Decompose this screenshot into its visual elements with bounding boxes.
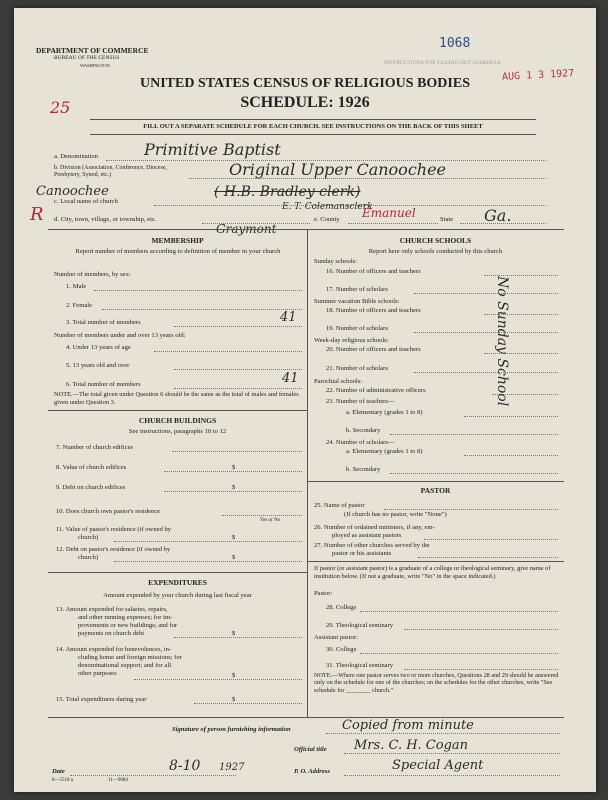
weekday-schools-label: Week-day religious schools: — [314, 337, 389, 344]
q26-ordained-ministers: 26. Number of ordained ministers, if any, em- — [314, 524, 435, 531]
q17-sunday-scholars: 17. Number of scholars — [326, 286, 388, 293]
membership-subtitle: Report number of members according to definition of member in your church — [75, 248, 281, 255]
city-value: Graymont — [216, 222, 277, 236]
form-title: UNITED STATES CENSUS OF RELIGIOUS BODIES — [139, 76, 470, 91]
graduate-note: If pastor (or assistant pastor) is a graduate of a college or theological seminary, give name of institution below. (If not a graduate, write "No" in the space indicated.) — [314, 565, 551, 580]
q6-total-value: 41 — [282, 371, 299, 386]
print-code: 11—9084 — [108, 778, 128, 783]
q3-total-value: 41 — [280, 310, 297, 325]
yes-no-hint: Yes or No — [260, 518, 281, 523]
q24a-elementary: a. Elementary (grades 1 to 8) — [346, 448, 423, 455]
q25-pastor-name: 25. Name of pastor — [314, 502, 365, 509]
q13-line-4: payments on church debt — [78, 630, 145, 637]
buildings-subtitle: See instructions, paragraphs 10 to 12 — [128, 428, 227, 435]
q11-dollar: $ — [232, 534, 236, 541]
schools-title: CHURCH SCHOOLS — [399, 236, 472, 245]
q10-owns-residence: 10. Does church own pastor's residence — [56, 508, 161, 515]
date-value: 8-10 — [169, 758, 201, 774]
q8-edifice-value: 8. Value of church edifices — [56, 464, 127, 471]
q14-dollar: $ — [232, 672, 236, 679]
assistant-pastor-label: Assistant pastor: — [314, 634, 358, 641]
q7-church-edifices: 7. Number of church edifices — [56, 444, 134, 451]
signature-value: Copied from minute — [342, 718, 474, 733]
no-sunday-school-note: No Sunday School — [494, 276, 510, 407]
margin-mark: R — [30, 204, 44, 225]
membership-note: NOTE.—The total given under Question 6 should be the same as the total of males and females given under Question 3. — [54, 391, 299, 406]
schedule-title: SCHEDULE: 1926 — [240, 94, 370, 111]
q24b-secondary: b. Secondary — [346, 466, 381, 473]
expenditures-subtitle: Amount expended by your church during last fiscal year — [103, 592, 252, 599]
q13-running-expenses: 13. Amount expended for salaries, repairs, — [56, 606, 168, 613]
q5-13-and-over: 5. 13 years old and over — [66, 362, 130, 369]
pastor-final-note: NOTE.—Where one pastor serves two or more churches, Questions 28 and 29 should be answered only on the schedule for one of the churches; on the schedules for the other churches, write "See schedule for ________ church." — [314, 672, 559, 694]
division-label: b. Division (Association, Conference, Diocese, Presbytery, Synod, etc.) — [54, 165, 167, 178]
parochial-schools-label: Parochial schools: — [314, 378, 363, 385]
q4-under-13: 4. Under 13 years of age — [66, 344, 131, 351]
pastor-title: PASTOR — [420, 486, 451, 495]
q12-residence-debt: 12. Debt on pastor's residence (if owned by — [56, 546, 171, 553]
q19-vacation-scholars: 19. Number of scholars — [326, 325, 388, 332]
buildings-title: CHURCH BUILDINGS — [138, 416, 217, 425]
q15-dollar: $ — [232, 696, 236, 703]
division-value: Original Upper Canoochee — [229, 160, 447, 179]
q26-line-2: ployed as assistant pastors — [332, 532, 402, 539]
q14-line-4: other purposes — [78, 670, 117, 677]
q9-edifice-debt: 9. Debt on church edifices — [56, 484, 126, 491]
county-value: Emanuel — [362, 206, 416, 220]
q13-line-3: provements or new buildings; and for — [78, 622, 178, 629]
form-number: 1068 — [439, 36, 471, 51]
q2-female: 2. Female — [66, 302, 93, 309]
q21-weekday-scholars: 21. Number of scholars — [326, 365, 388, 372]
sunday-schools-label: Sunday schools: — [314, 258, 358, 265]
official-title-label: Official title — [294, 746, 327, 753]
state-value: Ga. — [484, 206, 512, 225]
q31-assistant-seminary: 31. Theological seminary — [326, 662, 394, 669]
q13-line-2: and other running expenses; for im- — [78, 614, 173, 621]
q15-total-expenditures: 15. Total expenditures during year — [56, 696, 147, 703]
q14-benevolences: 14. Amount expended for benevolences, in- — [56, 646, 172, 653]
bureau-label: BUREAU OF THE CENSUS — [54, 55, 120, 61]
form-code: 8—5518 a — [52, 778, 73, 783]
date-year: 1927 — [219, 762, 245, 773]
q11-residence-value: 11. Value of pastor's residence (if owned by — [56, 526, 172, 533]
po-address-label: P. O. Address — [294, 768, 330, 775]
q30-assistant-college: 30. College — [326, 646, 357, 653]
census-schedule-sheet — [14, 8, 596, 792]
local-name-prefix: Canoochee — [36, 184, 109, 199]
department-label: DEPARTMENT OF COMMERCE — [36, 46, 149, 55]
expenditures-title: EXPENDITURES — [148, 578, 207, 587]
city-label: WASHINGTON — [80, 63, 110, 68]
q6-total-members: 6. Total number of members — [66, 381, 141, 388]
schools-subtitle: Report here only schools conducted by this church — [368, 248, 503, 255]
q3-total-members: 3. Total number of members — [66, 319, 141, 326]
q14-line-3: denominational support; and for all — [78, 662, 172, 669]
q8-dollar: $ — [232, 464, 236, 471]
clerk-name-value: E. T. Colemansclerk — [282, 202, 373, 212]
q12-residence-debt-cont: church) — [78, 554, 99, 561]
q29-pastor-seminary: 29. Theological seminary — [326, 622, 394, 629]
q16-sunday-teachers: 16. Number of officers and teachers — [326, 268, 421, 275]
official-title-value: Mrs. C. H. Cogan — [354, 738, 469, 753]
bleed-through-text: INSTRUCTIONS FOR FILLING OUT SCHEDULE — [384, 60, 502, 66]
local-name-value: ( H.B. Bradley clerk) — [214, 184, 361, 200]
q23a-elementary: a. Elementary (grades 1 to 8) — [346, 409, 423, 416]
q9-dollar: $ — [232, 484, 236, 491]
q20-weekday-teachers: 20. Number of officers and teachers — [326, 346, 421, 353]
denomination-value: Primitive Baptist — [144, 140, 281, 159]
city-label: d. City, town, village, or township, etc. — [54, 216, 157, 223]
fill-instructions: FILL OUT A SEPARATE SCHEDULE FOR EACH CHURCH. SEE INSTRUCTIONS ON THE BACK OF THIS SHEET — [143, 123, 483, 130]
po-address-value: Special Agent — [392, 758, 484, 773]
state-label: State — [440, 216, 454, 223]
members-by-sex-label: Number of members, by sex: — [54, 271, 131, 278]
q23-teachers: 23. Number of teachers— — [326, 398, 395, 405]
county-label: e. County — [314, 216, 340, 223]
red-handwritten-mark: 25 — [50, 98, 71, 117]
pastor-label: Pastor: — [314, 590, 333, 597]
denomination-label: a. Denomination — [54, 153, 98, 160]
membership-title: MEMBERSHIP — [151, 236, 204, 245]
q14-line-2: cluding home and foreign missions; for — [78, 654, 182, 661]
received-date-stamp: AUG 1 3 1927 — [501, 68, 575, 83]
q11-residence-value-cont: church) — [78, 534, 99, 541]
q12-dollar: $ — [232, 554, 236, 561]
q1-male: 1. Male — [66, 283, 87, 290]
q13-dollar: $ — [232, 630, 236, 637]
q24-scholars: 24. Number of scholars— — [326, 439, 395, 446]
vacation-schools-label: Summer vacation Bible schools: — [314, 298, 400, 305]
date-label: Date — [52, 768, 65, 775]
q23b-secondary: b. Secondary — [346, 427, 381, 434]
age-intro-label: Number of members under and over 13 years old: — [54, 332, 186, 339]
q28-pastor-college: 28. College — [326, 604, 357, 611]
q22-administrative-officers: 22. Number of administrative officers — [326, 387, 426, 394]
q25-pastor-note: (If church has no pastor, write "None") — [344, 511, 447, 518]
q27-line-2: pastor or his assistants — [332, 550, 392, 557]
q18-vacation-teachers: 18. Number of officers and teachers — [326, 307, 421, 314]
local-name-label: c. Local name of church — [54, 198, 118, 205]
signature-label: Signature of person furnishing information — [172, 726, 291, 733]
q27-other-churches: 27. Number of other churches served by the — [314, 542, 430, 549]
